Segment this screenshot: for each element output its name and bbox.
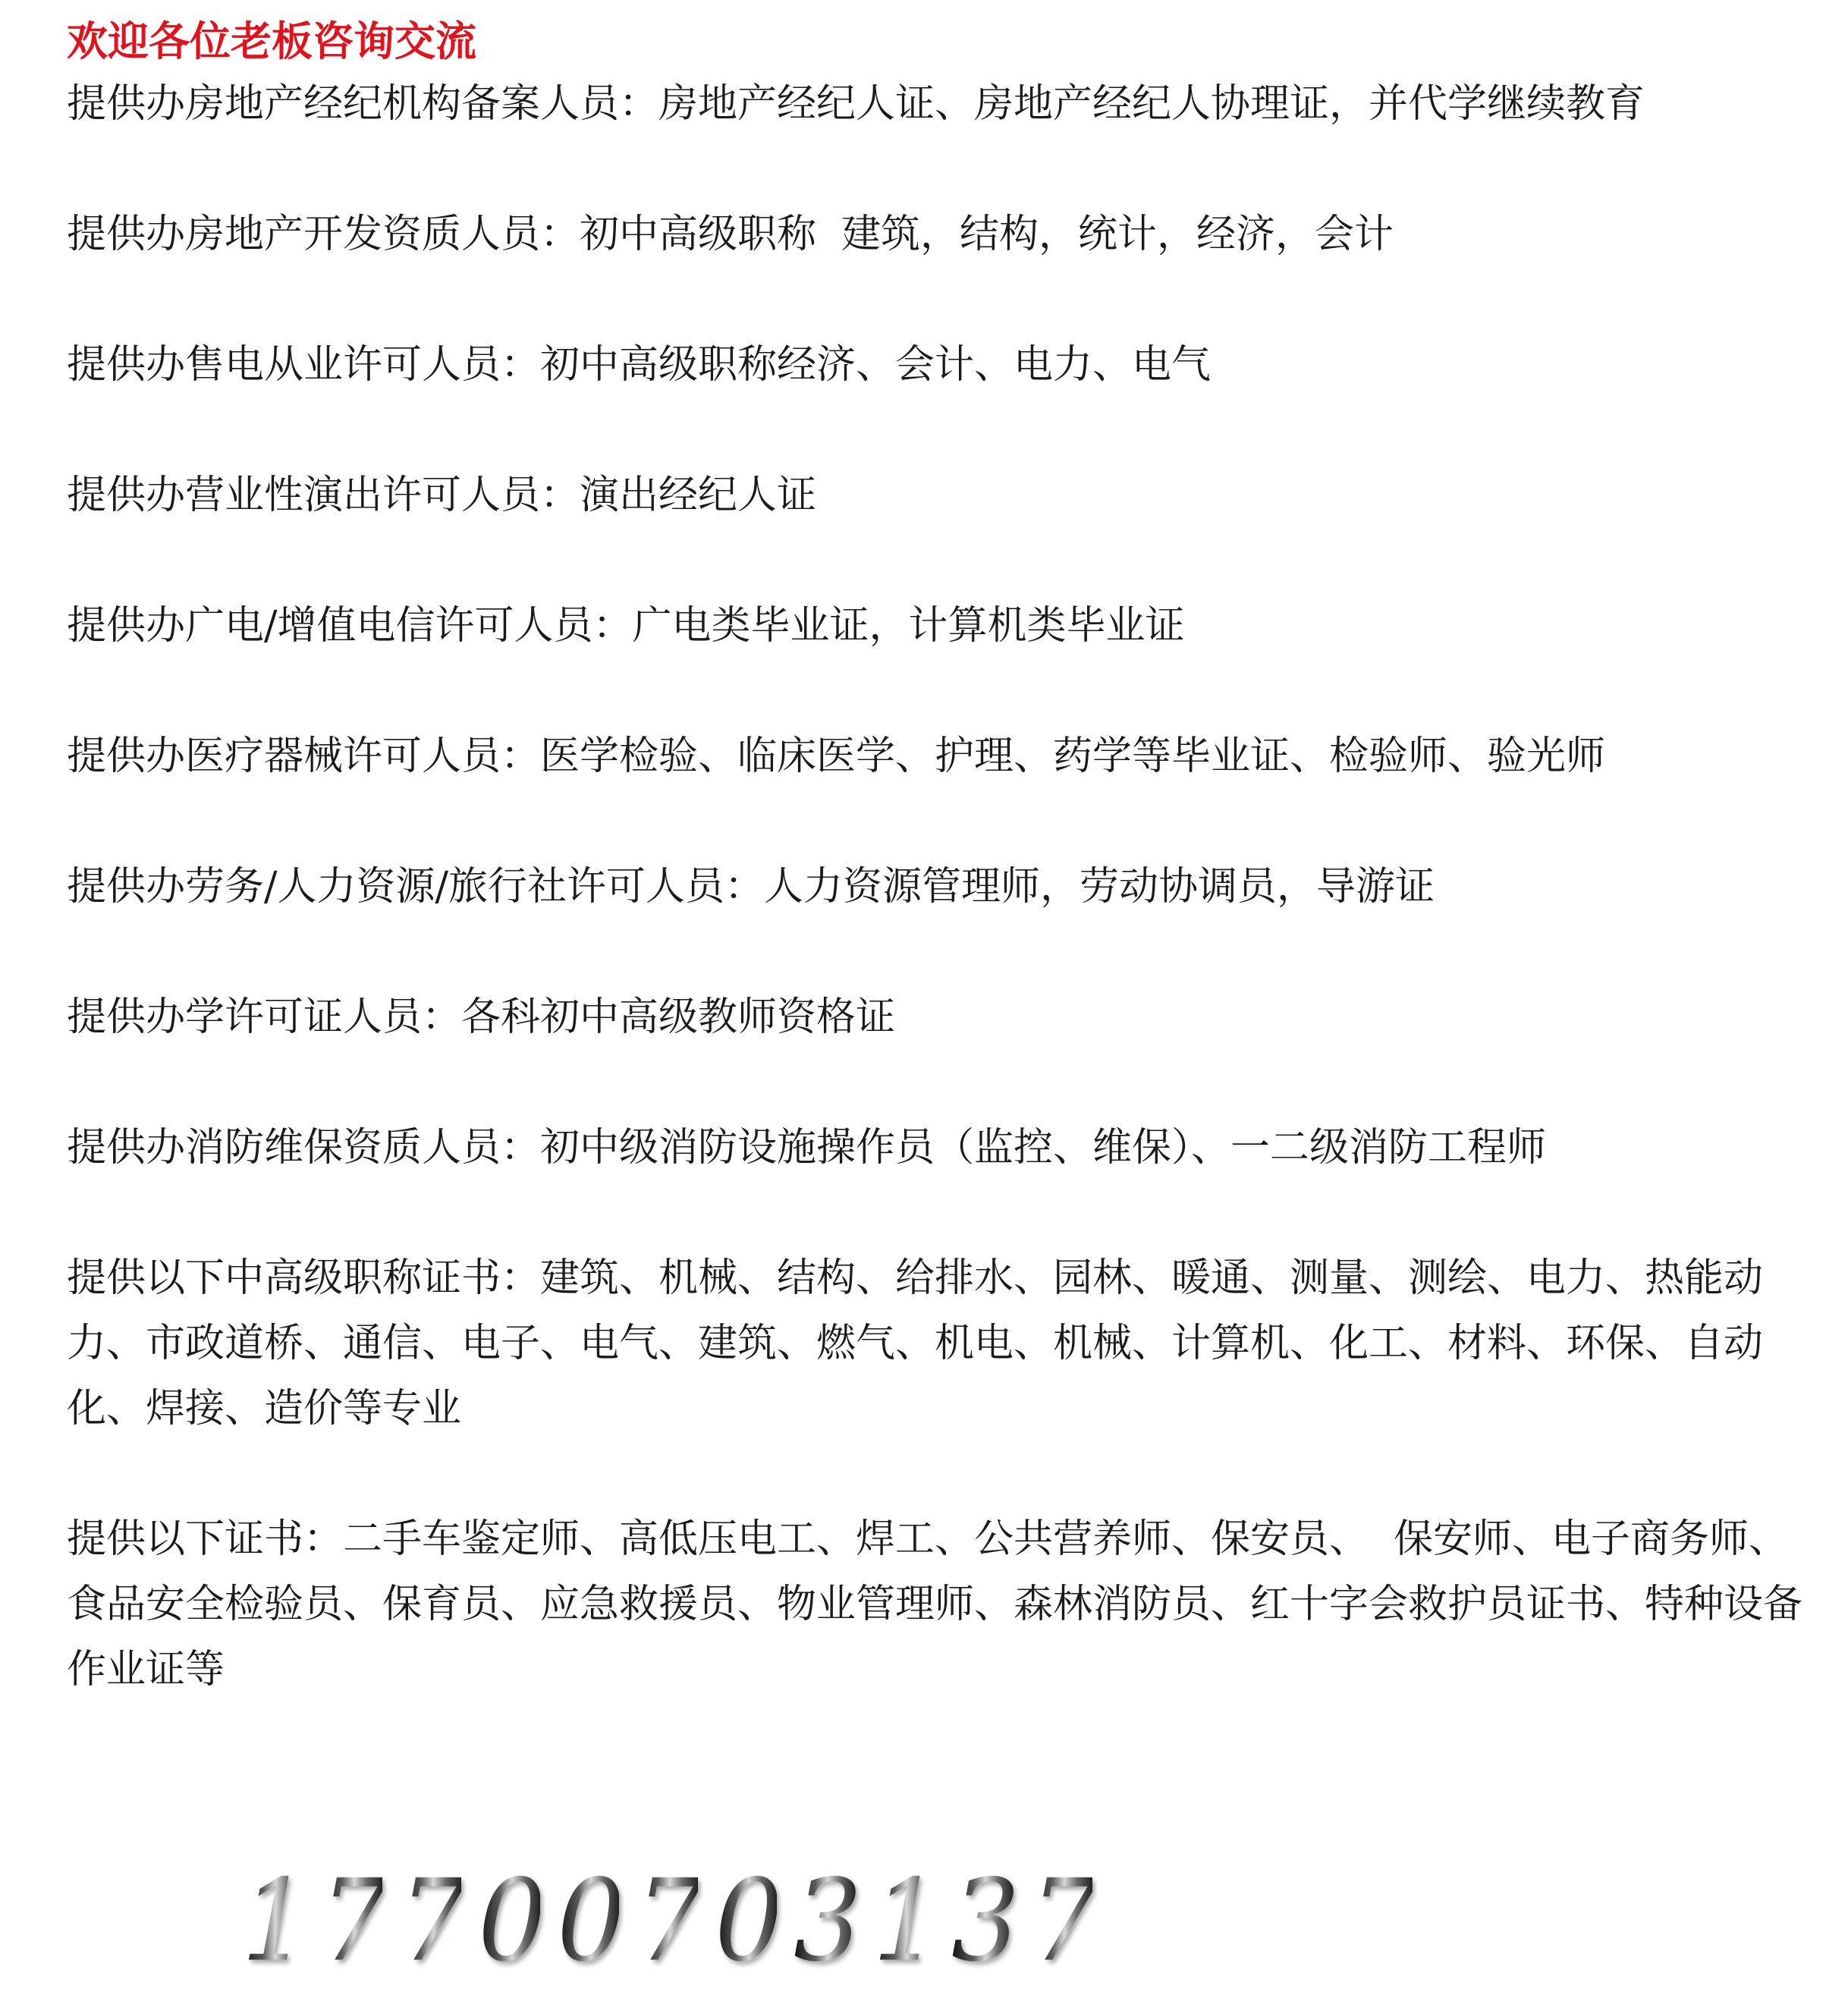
phone-number bbox=[241, 1855, 1102, 1987]
paragraph-performance-license: 提供办营业性演出许可人员：演出经纪人证 bbox=[67, 473, 817, 518]
phone-digit: 7 bbox=[320, 1855, 392, 1987]
paragraph-school-license: 提供办学许可证人员：各科初中高级教师资格证 bbox=[67, 994, 896, 1040]
paragraph-professional-titles: 提供以下中高级职称证书：建筑、机械、结构、给排水、园林、暖通、测量、测绘、电力、热能动力、市政道桥、通信、电子、电气、建筑、燃气、机电、机械、计算机、化工、材料、环保、自动化、焊接、造价等专业 bbox=[67, 1255, 1764, 1431]
phone-digit: 0 bbox=[557, 1855, 629, 1987]
paragraph-real-estate-agency: 提供办房地产经纪机构备案人员：房地产经纪人证、房地产经纪人协理证，并代学继续教育 bbox=[67, 81, 1645, 127]
phone-digit: 0 bbox=[478, 1855, 550, 1987]
phone-digit: 7 bbox=[1030, 1855, 1102, 1987]
document bbox=[67, 11, 1812, 1767]
paragraph-labor-hr-travel: 提供办劳务/人力资源/旅行社许可人员：人力资源管理师，劳动协调员，导游证 bbox=[67, 864, 1435, 910]
phone-digit: 3 bbox=[794, 1855, 866, 1987]
paragraph-certificates: 提供以下证书：二手车鉴定师、高低压电工、焊工、公共营养师、保安员、 保安师、电子商务师、食品安全检验员、保育员、应急救援员、物业管理师、森林消防员、红十字会救护员证书、特种设备作业证等 bbox=[67, 1516, 1803, 1692]
phone-digit: 7 bbox=[636, 1855, 708, 1987]
paragraph-electricity-sales: 提供办售电从业许可人员：初中高级职称经济、会计、电力、电气 bbox=[67, 342, 1212, 388]
phone-digit: 0 bbox=[715, 1855, 787, 1987]
headline: 欢迎各位老板咨询交流 bbox=[67, 17, 476, 65]
phone-digit: 1 bbox=[872, 1855, 944, 1987]
paragraph-medical-devices: 提供办医疗器械许可人员：医学检验、临床医学、护理、药学等毕业证、检验师、验光师 bbox=[67, 734, 1606, 779]
phone-digit: 7 bbox=[399, 1855, 471, 1987]
paragraph-real-estate-development: 提供办房地产开发资质人员：初中高级职称 建筑，结构，统计，经济，会计 bbox=[67, 212, 1394, 257]
paragraph-broadcast-telecom: 提供办广电/增值电信许可人员：广电类毕业证，计算机类毕业证 bbox=[67, 603, 1185, 649]
paragraph-fire-maintenance: 提供办消防维保资质人员：初中级消防设施操作员（监控、维保）、一二级消防工程师 bbox=[67, 1125, 1547, 1170]
phone-digit: 3 bbox=[951, 1855, 1023, 1987]
phone-digit: 1 bbox=[241, 1855, 313, 1987]
